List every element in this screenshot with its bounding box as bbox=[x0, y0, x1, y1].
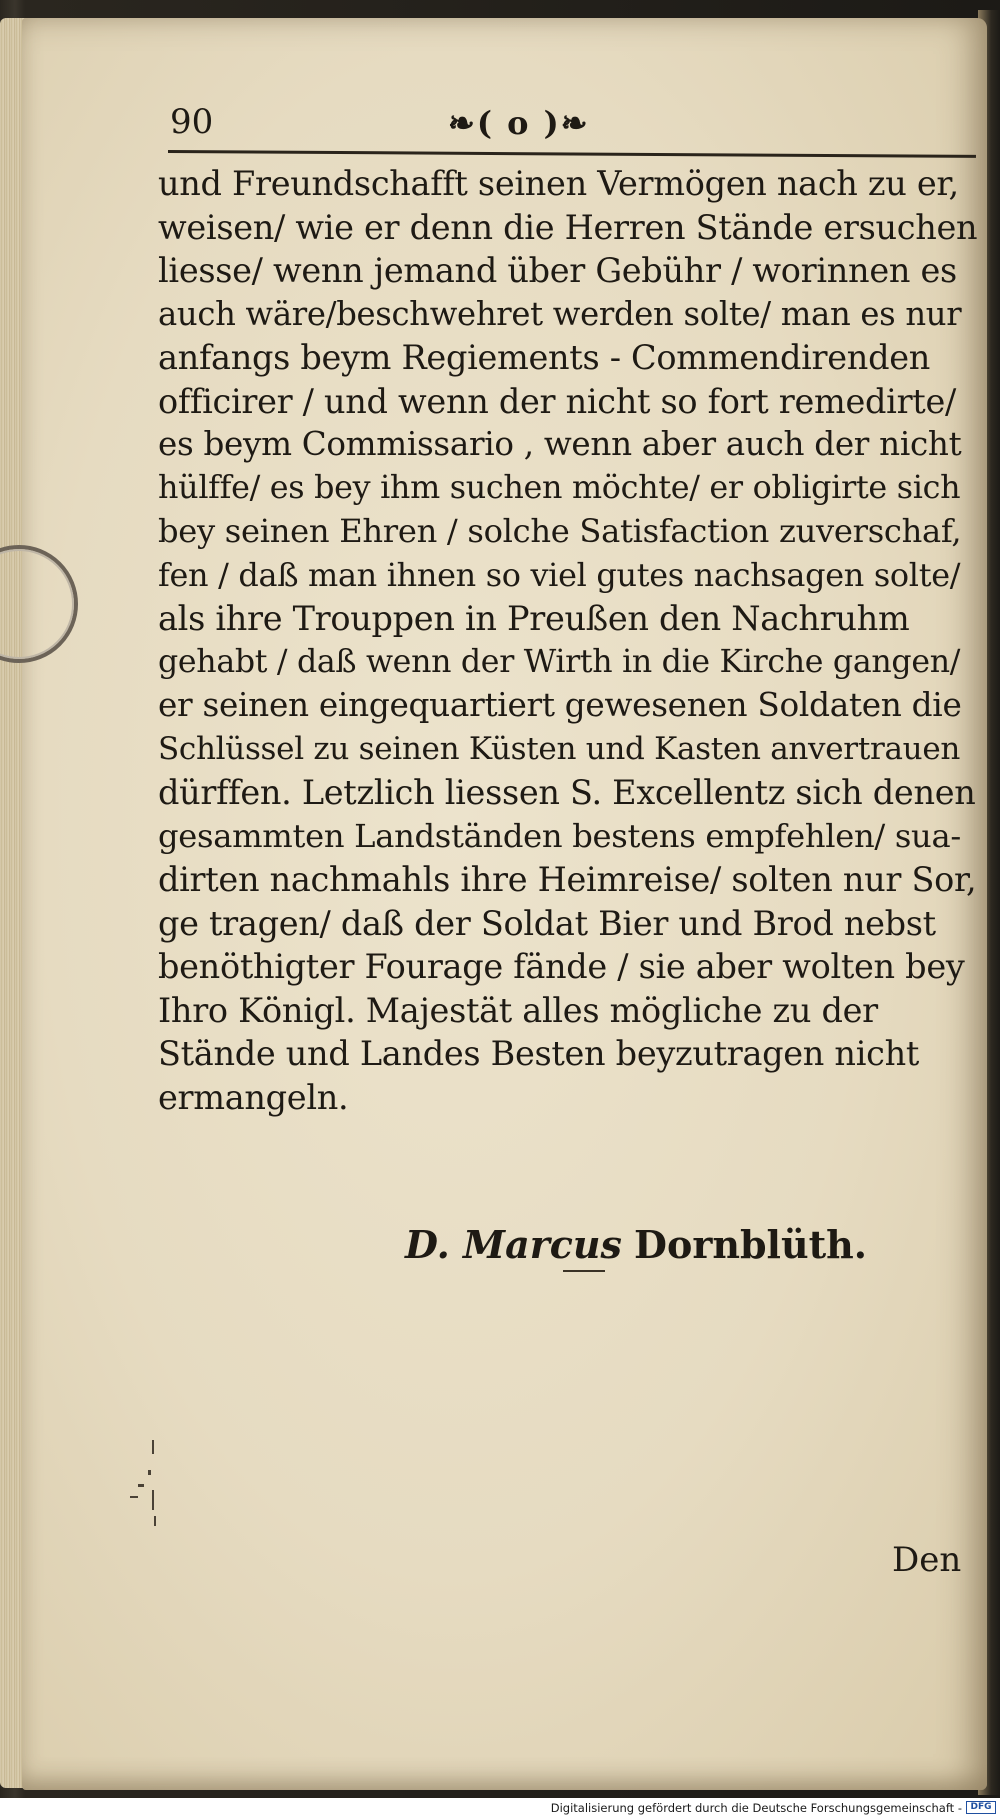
text-line: es beym Commissario , wenn aber auch der nicht bbox=[158, 425, 962, 463]
signature-underline bbox=[563, 1270, 605, 1272]
signature-prefix: D. Marcus bbox=[405, 1222, 622, 1267]
text-line: gehabt / daß wenn der Wirth in die Kirche gangen/ bbox=[158, 643, 961, 680]
text-line: und Freundschafft seinen Vermögen nach zu er, bbox=[158, 164, 959, 203]
text-line: officirer / und wenn der nicht so fort remedirte/ bbox=[158, 381, 956, 421]
text-line: Stände und Landes Besten beyzutragen nicht bbox=[158, 1034, 920, 1073]
text-line: bey seinen Ehren / solche Satisfaction zuverschaf, bbox=[158, 512, 962, 550]
text-line: ermangeln. bbox=[158, 1077, 349, 1117]
dfg-logo-icon: DFG bbox=[966, 1801, 996, 1814]
text-line: ge tragen/ daß der Soldat Bier und Brod nebst bbox=[158, 903, 936, 943]
text-line: auch wäre/beschwehret werden solte/ man es nur bbox=[158, 294, 962, 333]
text-line: hülffe/ es bey ihm suchen möchte/ er obligirte sich bbox=[158, 469, 961, 506]
text-line: Ihro Königl. Majestät alles mögliche zu der bbox=[158, 990, 878, 1030]
catchword: Den bbox=[892, 1540, 962, 1580]
text-line: als ihre Trouppen in Preußen den Nachruhm bbox=[158, 599, 910, 638]
text-line: weisen/ wie er denn die Herren Stände ersuchen bbox=[158, 207, 978, 247]
header-ornament: ❧( o )❧ bbox=[448, 104, 590, 142]
ink-marks bbox=[108, 1440, 158, 1530]
text-line: anfangs beym Regiements - Commendirenden bbox=[158, 338, 931, 377]
footer-credit: Digitalisierung gefördert durch die Deutsche Forschungsgemeinschaft - bbox=[550, 1801, 962, 1815]
page-number: 90 bbox=[170, 102, 214, 142]
signature-name: Dornblüth. bbox=[634, 1222, 868, 1267]
text-line: fen / daß man ihnen so viel gutes nachsagen solte/ bbox=[158, 555, 961, 594]
signature bbox=[405, 1222, 867, 1267]
text-line: liesse/ wenn jemand über Gebühr / worinnen es bbox=[158, 251, 957, 290]
text-line: Schlüssel zu seinen Küsten und Kasten anvertrauen bbox=[158, 730, 961, 767]
text-line: benöthigter Fourage fände / sie aber wolten bey bbox=[158, 947, 965, 986]
text-line: er seinen eingequartiert gewesenen Soldaten die bbox=[158, 686, 962, 724]
text-line: dürffen. Letzlich liessen S. Excellentz sich denen bbox=[158, 773, 976, 812]
text-line: dirten nachmahls ihre Heimreise/ solten nur Sor, bbox=[158, 860, 977, 899]
text-line: gesammten Landständen bestens empfehlen/ sua- bbox=[158, 816, 961, 855]
body-text bbox=[158, 162, 978, 1119]
